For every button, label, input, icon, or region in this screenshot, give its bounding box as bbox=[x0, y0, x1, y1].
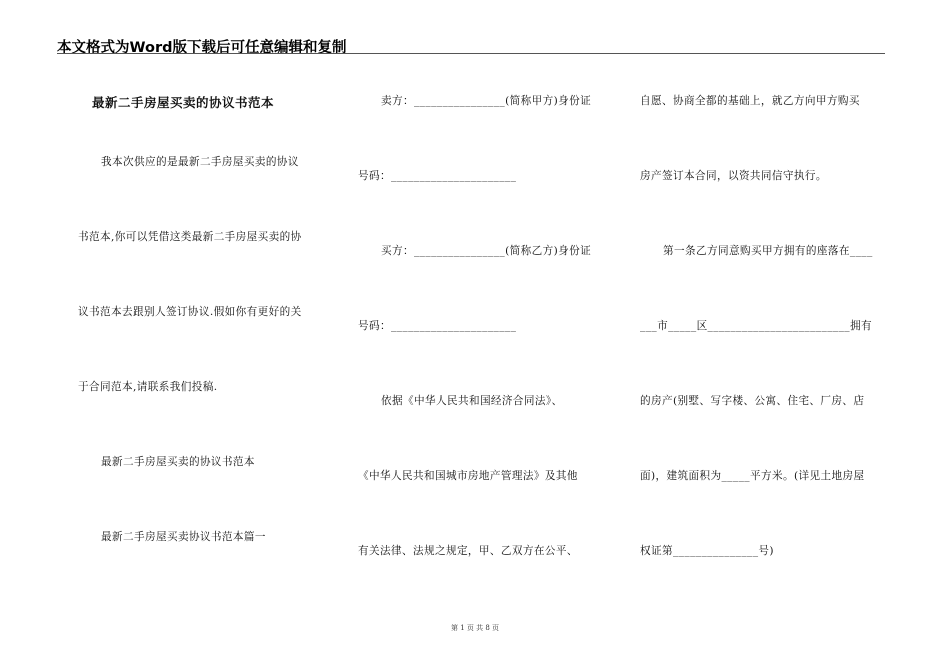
document-title: 最新二手房屋买卖的协议书范本 bbox=[92, 95, 275, 110]
buyer-line: 买方：________________(简称乙方)身份证 bbox=[381, 245, 592, 257]
buyer-id-line: 号码：______________________ bbox=[358, 320, 517, 332]
body-line: ___市_____区_________________________拥有 bbox=[640, 320, 872, 332]
seller-id-line: 号码：______________________ bbox=[358, 170, 517, 182]
body-line: 议书范本去跟别人签订协议.假如你有更好的关 bbox=[78, 306, 302, 318]
article-line: 第一条乙方同意购买甲方拥有的座落在____ bbox=[663, 245, 873, 257]
section-heading: 最新二手房屋买卖协议书范本篇一 bbox=[101, 531, 266, 543]
body-line: 自愿、协商全都的基础上，就乙方向甲方购买 bbox=[640, 95, 860, 107]
body-line: 《中华人民共和国城市房地产管理法》及其他 bbox=[358, 470, 578, 482]
body-line: 我本次供应的是最新二手房屋买卖的协议 bbox=[101, 156, 299, 168]
seller-line: 卖方：________________(简称甲方)身份证 bbox=[381, 95, 592, 107]
body-line: 书范本,你可以凭借这类最新二手房屋买卖的协 bbox=[78, 231, 302, 243]
header-divider bbox=[57, 53, 885, 54]
body-line: 于合同范本,请联系我们投稿. bbox=[78, 381, 218, 393]
section-heading: 最新二手房屋买卖的协议书范本 bbox=[101, 456, 255, 468]
body-line: 房产签订本合同，以资共同信守执行。 bbox=[640, 170, 827, 182]
document-header: 本文格式为Word版下载后可任意编辑和复制 bbox=[57, 40, 347, 56]
body-line: 面)，建筑面积为_____平方米。(详见土地房屋 bbox=[640, 470, 865, 482]
body-line: 有关法律、法规之规定，甲、乙双方在公平、 bbox=[358, 545, 578, 557]
body-line: 的房产(别墅、写字楼、公寓、住宅、厂房、店 bbox=[640, 395, 865, 407]
page-number: 第 1 页 共 8 页 bbox=[450, 624, 500, 632]
body-line: 依据《中华人民共和国经济合同法》、 bbox=[381, 395, 563, 407]
body-line: 权证第_______________号) bbox=[640, 545, 774, 557]
